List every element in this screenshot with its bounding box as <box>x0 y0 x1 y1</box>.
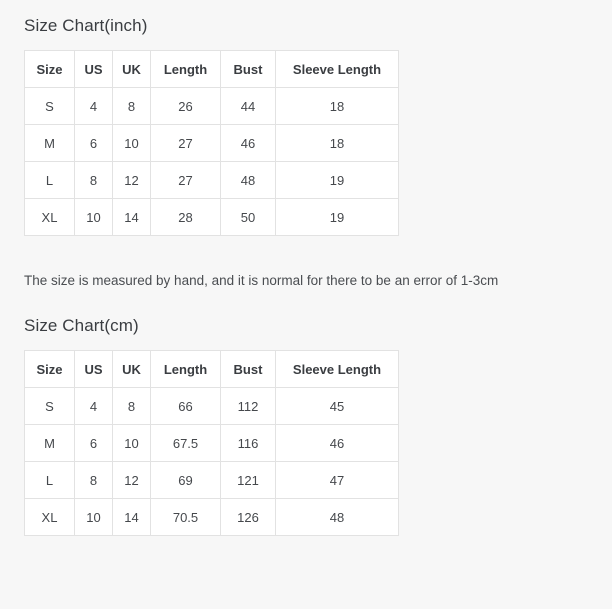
cell-uk: 10 <box>113 125 151 162</box>
cell-sleeve-length: 18 <box>276 125 399 162</box>
cell-sleeve-length: 19 <box>276 162 399 199</box>
table-row <box>25 125 399 162</box>
cell-us: 6 <box>75 425 113 462</box>
table-row <box>25 162 399 199</box>
cell-length: 70.5 <box>151 499 221 536</box>
cell-length: 66 <box>151 388 221 425</box>
cell-length: 27 <box>151 125 221 162</box>
cell-size: S <box>25 388 75 425</box>
cell-uk: 14 <box>113 199 151 236</box>
table-row <box>25 388 399 425</box>
cell-bust: 126 <box>221 499 276 536</box>
cell-size: S <box>25 88 75 125</box>
cell-us: 10 <box>75 499 113 536</box>
cell-us: 10 <box>75 199 113 236</box>
column-header-sleeve-length: Sleeve Length <box>276 51 399 88</box>
cell-sleeve-length: 45 <box>276 388 399 425</box>
size-chart-cm-table <box>24 350 399 536</box>
cell-length: 67.5 <box>151 425 221 462</box>
cell-uk: 12 <box>113 462 151 499</box>
cell-size: M <box>25 125 75 162</box>
cell-sleeve-length: 47 <box>276 462 399 499</box>
cell-sleeve-length: 18 <box>276 88 399 125</box>
cell-bust: 44 <box>221 88 276 125</box>
table-row <box>25 462 399 499</box>
cell-length: 27 <box>151 162 221 199</box>
cell-uk: 14 <box>113 499 151 536</box>
cell-bust: 50 <box>221 199 276 236</box>
cell-us: 6 <box>75 125 113 162</box>
table-header-row <box>25 51 399 88</box>
cell-sleeve-length: 46 <box>276 425 399 462</box>
cell-uk: 8 <box>113 88 151 125</box>
cell-sleeve-length: 19 <box>276 199 399 236</box>
column-header-bust: Bust <box>221 351 276 388</box>
table-row <box>25 199 399 236</box>
cell-length: 69 <box>151 462 221 499</box>
cell-bust: 46 <box>221 125 276 162</box>
cell-bust: 116 <box>221 425 276 462</box>
cell-uk: 12 <box>113 162 151 199</box>
column-header-sleeve-length: Sleeve Length <box>276 351 399 388</box>
column-header-us: US <box>75 51 113 88</box>
cell-sleeve-length: 48 <box>276 499 399 536</box>
cell-us: 4 <box>75 388 113 425</box>
column-header-bust: Bust <box>221 51 276 88</box>
size-chart-inch-table <box>24 50 399 236</box>
column-header-size: Size <box>25 351 75 388</box>
table-row <box>25 425 399 462</box>
page-title-inch: Size Chart(inch) <box>24 16 148 35</box>
column-header-uk: UK <box>113 51 151 88</box>
cell-size: L <box>25 162 75 199</box>
cell-length: 28 <box>151 199 221 236</box>
cell-length: 26 <box>151 88 221 125</box>
cell-us: 4 <box>75 88 113 125</box>
table-row <box>25 499 399 536</box>
column-header-length: Length <box>151 51 221 88</box>
cell-size: XL <box>25 199 75 236</box>
cell-us: 8 <box>75 462 113 499</box>
cell-uk: 8 <box>113 388 151 425</box>
page-title-cm: Size Chart(cm) <box>24 316 139 335</box>
cell-uk: 10 <box>113 425 151 462</box>
cell-bust: 112 <box>221 388 276 425</box>
cell-size: XL <box>25 499 75 536</box>
cell-size: L <box>25 462 75 499</box>
table-header-row <box>25 351 399 388</box>
column-header-length: Length <box>151 351 221 388</box>
column-header-uk: UK <box>113 351 151 388</box>
cell-us: 8 <box>75 162 113 199</box>
cell-bust: 121 <box>221 462 276 499</box>
cell-bust: 48 <box>221 162 276 199</box>
column-header-size: Size <box>25 51 75 88</box>
cell-size: M <box>25 425 75 462</box>
table-row <box>25 88 399 125</box>
column-header-us: US <box>75 351 113 388</box>
measurement-note: The size is measured by hand, and it is normal for there to be an error of 1-3cm <box>24 273 499 288</box>
